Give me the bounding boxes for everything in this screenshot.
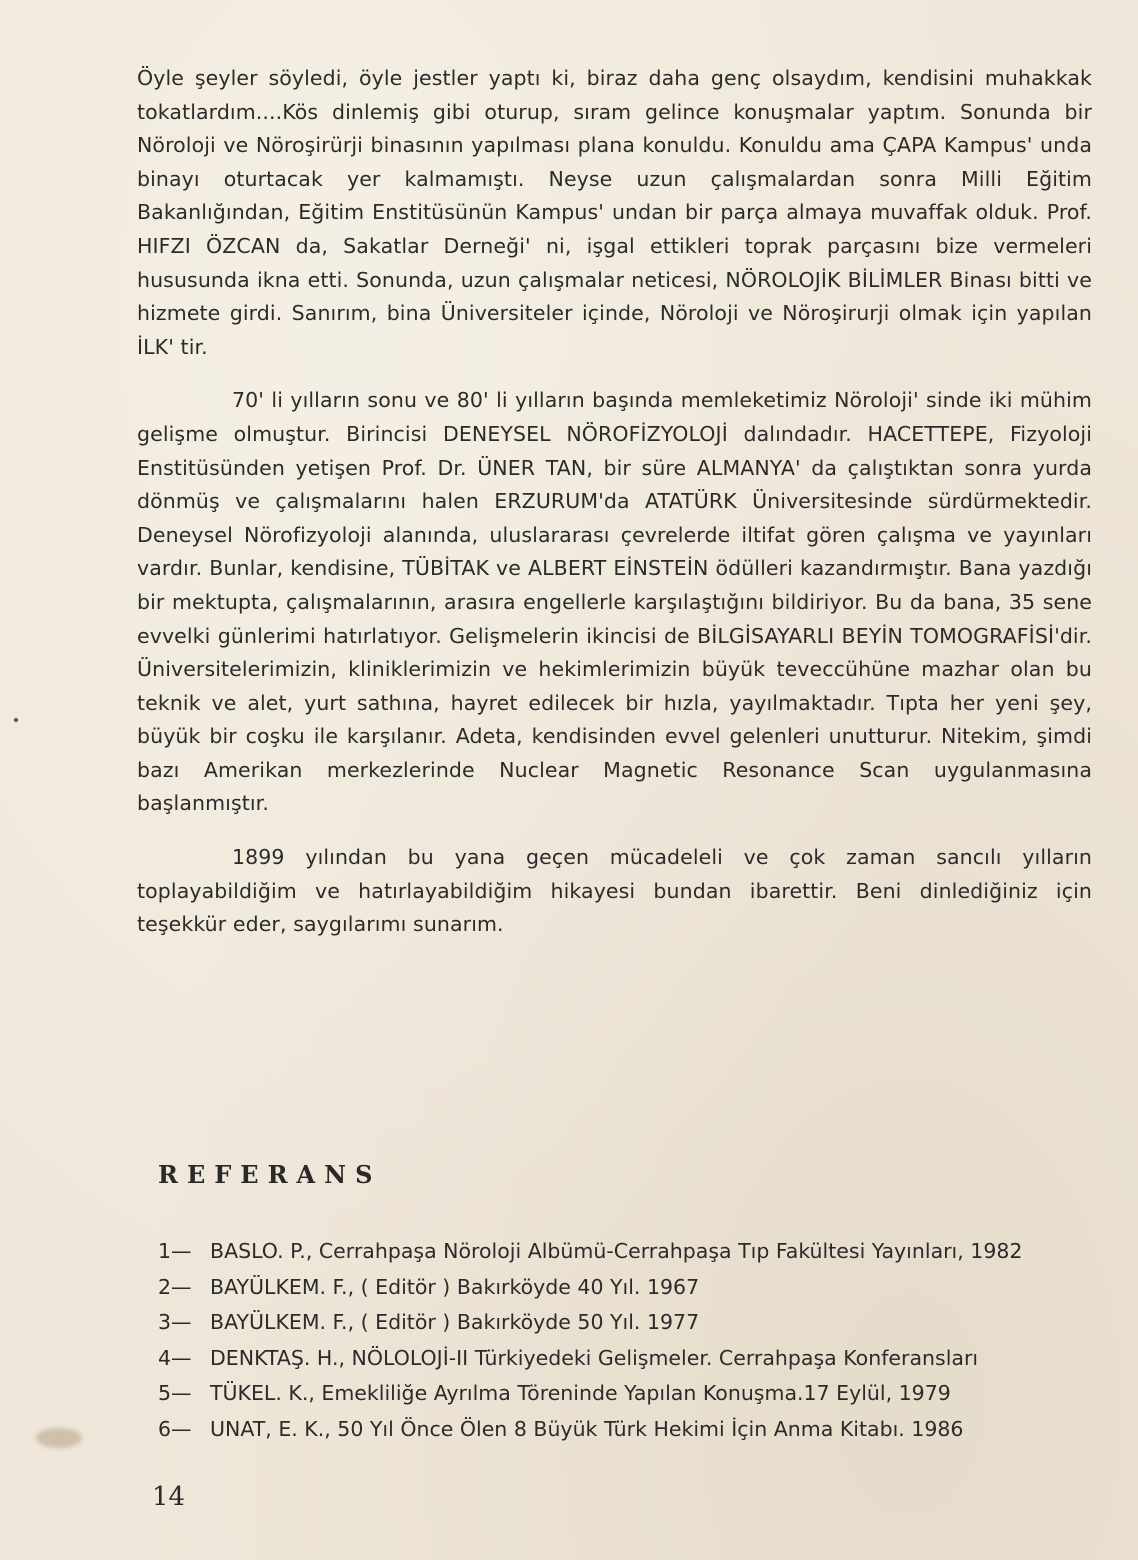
reference-number: 6— — [158, 1416, 192, 1441]
paragraph-2: 70' li yılların sonu ve 80' li yılların başında memleketimiz Nöroloji' sinde iki mühim gelişme olmuştur. Birincisi DENEYSEL NÖROFİZYOLOJİ dalındadır. HACETTEPE, Fizyoloji Enstitüsünden yetişen Prof. Dr. ÜNER TAN, bir süre ALMANYA' da çalıştıktan sonra yurda dönmüş ve çalışmalarını halen ERZURUM'da ATATÜRK Üniversitesinde sürdürmektedir. Deneysel Nörofizyoloji alanında, uluslararası çevrelerde iltifat gören çalışma ve yayınları vardır. Bunlar, kendisine, TÜBİTAK ve ALBERT EİNSTEİN ödülleri kazandırmıştır. Bana yazdığı bir mektupta, çalışmalarının, arasıra engellerle karşılaştığını bildiriyor. Bu da bana, 35 sene evvelki günlerimi hatırlatıyor. Gelişmelerin ikincisi de BİLGİSAYARLI BEYİN TOMOGRAFİSİ'dir. Üniversitelerimizin, kliniklerimizin ve hekimlerimizin büyük teveccühüne mazhar olan bu teknik ve alet, yurt sathına, hayret edilecek bir hızla, yayılmaktadır. Tıpta her yeni şey, büyük bir coşku ile karşılanır. Adeta, kendisinden evvel gelenleri unutturur. Nitekim, şimdi bazı Amerikan merkezlerinde Nuclear Magnetic Resonance Scan uygulanmasına başlanmıştır. — [137, 388, 1092, 816]
reference-item-4 — [158, 1341, 1118, 1377]
reference-item-5 — [158, 1376, 1118, 1412]
references-list — [158, 1234, 1118, 1447]
reference-text: BAYÜLKEM. F., ( Editör ) Bakırköyde 50 Yıl. 1977 — [210, 1310, 700, 1334]
references-heading: REFERANS — [158, 1160, 382, 1189]
reference-item-2 — [158, 1270, 1118, 1306]
reference-item-3 — [158, 1305, 1118, 1341]
reference-text: TÜKEL. K., Emekliliğe Ayrılma Töreninde Yapılan Konuşma.17 Eylül, 1979 — [210, 1381, 951, 1405]
paragraph-1: Öyle şeyler söyledi, öyle jestler yaptı ki, biraz daha genç olsaydım, kendisini muhakkak tokatlardım....Kös dinlemiş gibi oturup, sıram gelince konuşmalar yaptım. Sonunda bir Nöroloji ve Nöroşirürji binasının yapılması plana konuldu. Konuldu ama ÇAPA Kampus' unda binayı oturtacak yer kalmamıştı. Neyse uzun çalışmalardan sonra Milli Eğitim Bakanlığından, Eğitim Enstitüsünün Kampus' undan bir parça almaya muvaffak olduk. Prof. HIFZI ÖZCAN da, Sakatlar Derneği' ni, işgal ettikleri toprak parçasını bize vermeleri hususunda ikna etti. Sonunda, uzun çalışmalar neticesi, NÖROLOJİK BİLİMLER Binası bitti ve hizmete girdi. Sanırım, bina Üniversiteler içinde, Nöroloji ve Nöroşirurji olmak için yapılan İLK' tir. — [137, 66, 1092, 359]
reference-number: 4— — [158, 1345, 192, 1370]
reference-item-1 — [158, 1234, 1118, 1270]
reference-number: 2— — [158, 1274, 192, 1299]
paragraph-3: 1899 yılından bu yana geçen mücadeleli ve çok zaman sancılı yılların toplayabildiğim ve hatırlayabildiğim hikayesi bundan ibarettir. Beni dinlediğiniz için teşekkür eder, saygılarımı sunarım. — [137, 845, 1092, 937]
reference-text: UNAT, E. K., 50 Yıl Önce Ölen 8 Büyük Türk Hekimi İçin Anma Kitabı. 1986 — [210, 1416, 964, 1441]
paper-stain — [36, 1428, 82, 1448]
reference-number: 3— — [158, 1310, 192, 1334]
reference-number: 1— — [158, 1239, 192, 1263]
reference-text: BAYÜLKEM. F., ( Editör ) Bakırköyde 40 Yıl. 1967 — [210, 1274, 700, 1299]
reference-number: 5— — [158, 1381, 192, 1405]
paper-speck — [14, 718, 18, 722]
reference-item-6 — [158, 1412, 1118, 1448]
page-number: 14 — [152, 1482, 186, 1512]
reference-text: BASLO. P., Cerrahpaşa Nöroloji Albümü-Cerrahpaşa Tıp Fakültesi Yayınları, 1982 — [210, 1239, 1023, 1263]
reference-text: DENKTAŞ. H., NÖLOLOJİ-II Türkiyedeki Gelişmeler. Cerrahpaşa Konferansları — [210, 1345, 979, 1370]
body-text — [137, 62, 1092, 942]
